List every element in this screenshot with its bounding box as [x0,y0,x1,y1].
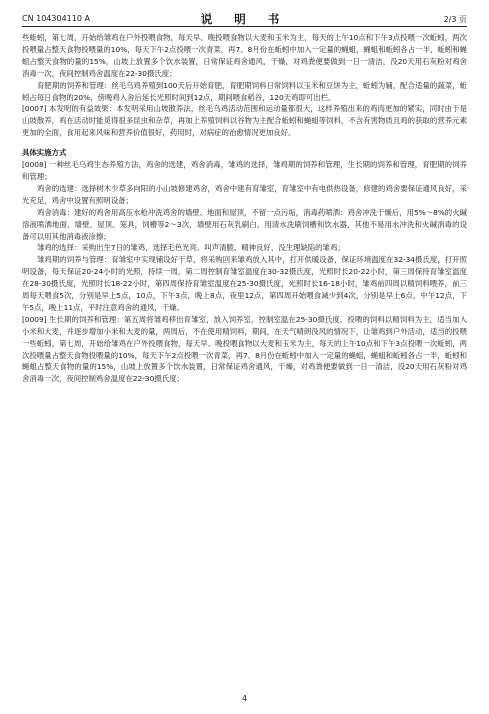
page-header [22,10,467,26]
paragraph: 育肥期的饲养和管理：丝毛乌鸡养殖到100天后开始育肥，育肥期饲料日常饲料以玉米和豆饼为主，蚯蚓为辅，配合适量的蔬菜，蚯蚓占每日食物的20%，傍晚鸡入舍后延长光照时间到12点，期间喂食稻谷，120天鸡即可出栏。 [22,80,467,102]
paragraph: 雏鸡的选择：采购出生7日的雏鸡，选择毛色光亮、叫声清脆、精神良好、没生理缺陷的雏鸡； [37,243,345,253]
paragraph: [0009] 生长期的饲养和管理：第五周将雏鸡移出育雏室，放入饲养室，控制室温在25-30摄氏度，投喂的饲料以精饲料为主，适当加入小米和大麦，并逐步增加小米和大麦的量，两周后，不在使用精饲料，期间，在天气晴朗没风的情况下，让雏鸡到户外活动，适当的投喂一些蚯蚓，第七周，开始给雏鸡在户外投喂食物，每天早、晚投喂食物以大麦和玉米为主，每天的上午10点和下午3点投喂一次蚯蚓，两次投喂量占整天食物投喂量的10%，每天下午2点投喂一次青菜，再7、8月份在蚯蚓中加入一定量的蝇蛆，蝇蛆和蚯蚓各占一半，蚯蚓和蝇蛆占整天食物的量的15%，山坡上放置多个饮水装置，日常保证鸡舍通风，干燥，对鸡粪便要做到一日一清洁，没20天用石灰粉对鸡舍消毒一次，夜间控制鸡舍温度在22-30摄氏度； [22,314,467,384]
paragraph: 雏鸡期的饲养与管理：育雏室中实现铺设好干草，将采购回来雏鸡放入其中，打开供暖设备，保证环境温度在32-34摄氏度，打开照明设备，每天保证20-24小时的光照，持续一周，第二周控制育雏室温度在30-32摄氏度，光照时长20-22小时，第三周保持育雏室温度在28-30摄氏度，光照时长18-22小时，第四周保持育雏室温度在25-30摄氏度，光照时长16-18小时，雏鸡前四周以精饲料喂养，前三周每天喂食5次，分别是早上5点，10点，下午3点，晚上8点，夜里12点，第四周开始喂食减少到4次，分别是早上6点，中午12点，下午5点，晚上11点，平时注意鸡舍的通风，干燥。 [22,255,467,312]
paragraph: [0007] 本发明的有益效果：本发明采用山坡散养法，丝毛乌鸡活动范围和运动量都很大，这样养殖出来的鸡肉更加的紧实，同时由于是山坡散养，鸡在活动时能觅得很多昆虫和杂草，再加上养殖饲料以谷物为主配合蚯蚓和蝇蛆等饲料，不含有害物质且鸡的获取的营养元素更加的全面，食用起来风味和营养价值很好，药用时，对病症的治愈情况更加良好。 [22,104,467,138]
paragraph: 鸡舍消毒：建好的鸡舍用高压水枪冲洗鸡舍的墙壁、地面和屋顶，不留一点污垢，消毒药喷洒：鸡舍冲洗干燥后，用5%～8%的火碱溶液喷洒地面、墙壁、屋顶、笼具，饲槽等2～3次，墙壁用石灰乳刷白，用清水洗刷饲槽和饮水器，其他不易用水冲洗和火碱消毒的设备可以用其他消毒液涂擦； [22,207,467,241]
patent-number: CN 104304110 A [22,14,90,23]
document-title: 说 明 书 [200,12,289,26]
page-number: 4 [241,694,248,703]
paragraph: 鸡舍的选建：选择树木少草多向阳的小山坡修建鸡舍，鸡舍中建有育雏室，育雏室中有电供热设备，修建的鸡舍要保证通风良好，采光充足，鸡舍中设置有照明设备； [22,183,467,205]
paragraph: 些蚯蚓，第七周，开始给雏鸡在户外投喂食物，每天早、晚投喂食物以大麦和玉米为主，每天的上午10点和下午3点投喂一次蚯蚓，两次投喂量占整天食物投喂量的10%，每天下午2点投喂一次青菜，再7、8月份在蚯蚓中加入一定量的蝇蛆，蝇蛆和蚯蚓各占一半，蚯蚓和蝇蛆占整天食物的量的15%，山坡上放置多个饮水装置，日常保证鸡舍通风，干燥，对鸡粪便要做到一日一清洁，没20天用石灰粉对鸡舍消毒一次，夜间控制鸡舍温度在22-30摄氏度； [22,33,467,78]
header-divider [22,26,467,27]
page-indicator: 2/3 页 [443,15,467,24]
section-heading: 具体实施方式 [22,148,67,158]
paragraph: [0008] 一种丝毛乌鸡生态养殖方法，鸡舍的选建，鸡舍消毒，雏鸡的选择，雏鸡期的饲养和管理，生长期的饲养和管理，育肥期的饲养和管理； [22,160,467,181]
document-body [22,32,467,385]
